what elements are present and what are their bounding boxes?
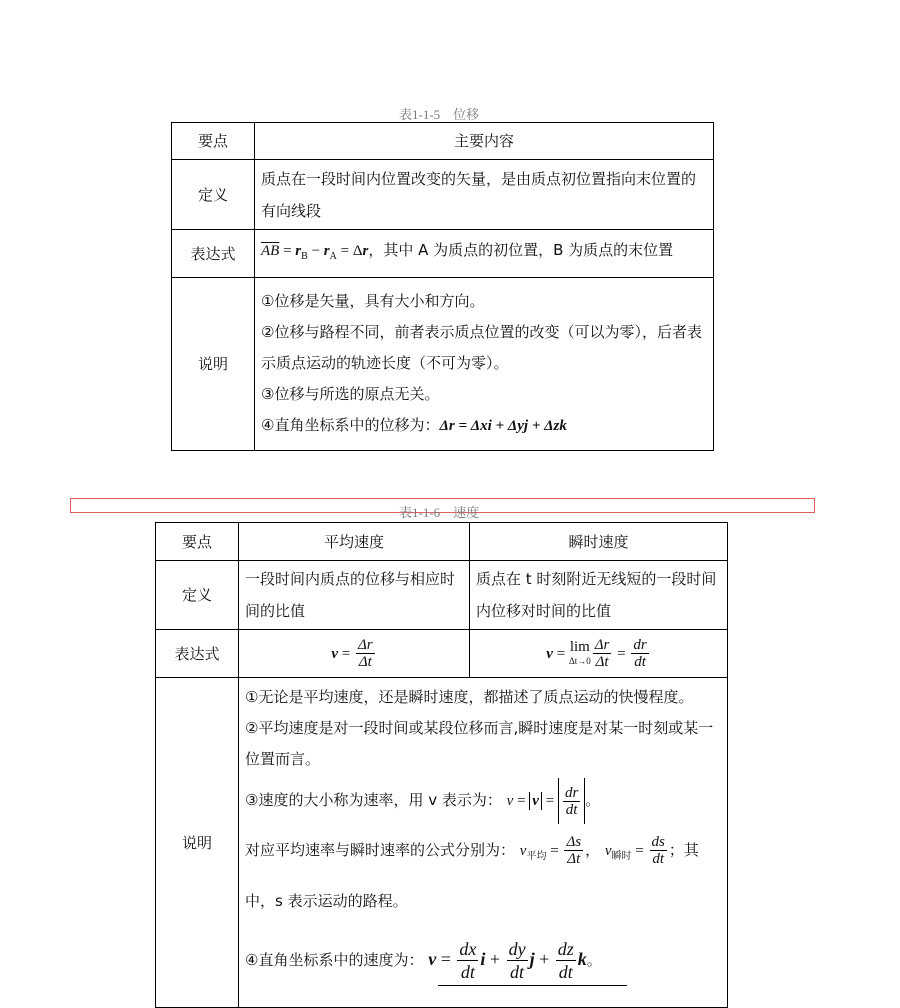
displacement-table [171,122,714,451]
avg-definition: 一段时间内质点的位移与相应时间的比值 [239,561,470,630]
expression-cell [255,230,714,278]
header-key: 要点 [156,523,239,561]
cut-off-rule [438,985,627,986]
velocity-notes-cell [239,678,728,1008]
row-key-expression: 表达式 [156,630,239,678]
inst-definition: 质点在 t 时刻附近无线短的一段时间内位移对时间的比值 [470,561,728,630]
note-velocity-components: ④直角坐标系中的速度为： v = $\frac{dx}{dt}$ i + $\frac{dy}{dt}$ j + $\frac{dz}{dt}$ k。 [245,939,602,982]
row-key-definition: 定义 [156,561,239,630]
note-item-formula: ④直角坐标系中的位移为：Δr = Δxi + Δyj + Δzk [261,416,567,434]
row-key-expression: 表达式 [172,230,255,278]
note-item: ③位移与所选的原点无关。 [261,385,440,403]
row-key-notes: 说明 [172,278,255,451]
expression-formula: $\overline{AB} = r_B - r_A = \Delta r$ [261,243,369,262]
note-item: ①无论是平均速度，还是瞬时速度，都描述了质点运动的快慢程度。 [245,688,694,706]
header-average: 平均速度 [239,523,470,561]
row-key-notes: 说明 [156,678,239,1008]
expression-text: ，其中 A 为质点的初位置，B 为质点的末位置 [368,241,674,259]
displacement-formula: Δr = Δxi + Δyj + Δzk [439,418,567,434]
notes-cell [255,278,714,451]
velocity-table [155,522,728,1008]
note-item: ②平均速度是对一段时间或某段位移而言,瞬时速度是对某一时刻或某一位置而言。 [245,719,714,768]
row-key-definition: 定义 [172,160,255,230]
definition-text: 质点在一段时间内位置改变的矢量，是由质点初位置指向末位置的有向线段 [255,160,714,230]
table2-caption: 表1-1-6 速度 [399,505,480,520]
header-content: 主要内容 [255,123,714,160]
note-item: ②位移与路程不同，前者表示质点位置的改变（可以为零），后者表示质点运动的轨迹长度（不可为零）。 [261,323,702,372]
note-item: ①位移是矢量，具有大小和方向。 [261,292,485,310]
header-key: 要点 [172,123,255,160]
avg-formula: v = $\frac{\Delta r}{\Delta t}$ [239,630,470,678]
note-speed-magnitude: ③速度的大小称为速率，用 v 表示为： v = v = $\frac{dr}{dt}$ 。 [245,777,721,824]
table1-caption: 表1-1-5 位移 [399,107,480,122]
header-instant: 瞬时速度 [470,523,728,561]
note-speed-formulas: 对应平均速率与瞬时速率的公式分别为： $v_{平均}$ = $\frac{\Delta s}{\Delta t}$ ， $v_{瞬时}$ = $\frac{ds}{dt}$ ；其中，s 表示运动的路程。 [245,834,699,910]
inst-formula: v = lim Δt→0 $\frac{\Delta r}{\Delta t}$ = $\frac{dr}{dt}$ [470,630,728,678]
